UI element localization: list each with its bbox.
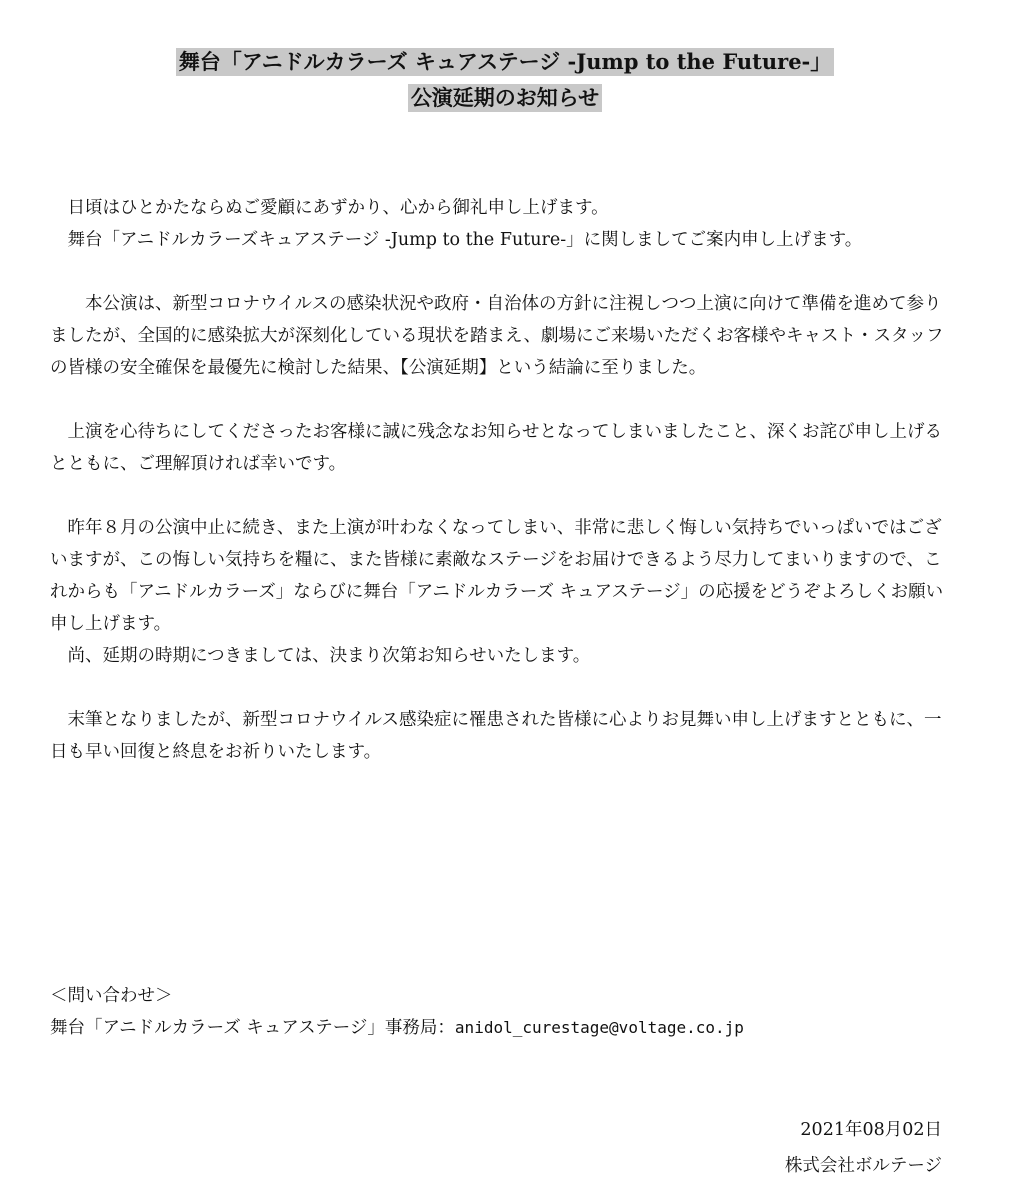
contact-line bbox=[50, 1012, 950, 1044]
closing-paragraph: 末筆となりましたが、新型コロナウイルス感染症に罹患された皆様に心よりお見舞い申し上げますとともに、一日も早い回復と終息をお祈りいたします。 bbox=[50, 710, 942, 762]
signature-block bbox=[785, 1112, 942, 1184]
notice-title bbox=[0, 48, 1010, 120]
apology-paragraph: 上演を心待ちにしてくださったお客様に誠に残念なお知らせとなってしまいましたこと、深くお詫び申し上げるとともに、ご理解頂ければ幸いです。 bbox=[50, 422, 942, 474]
company-name: 株式会社ボルテージ bbox=[784, 1156, 942, 1176]
announcement-paragraph: 本公演は、新型コロナウイルスの感染状況や政府・自治体の方針に注視しつつ上演に向けて準備を進めて参りましたが、全国的に感染拡大が深刻化している現状を踏まえ、劇場にご来場いただくお客様やキャスト・スタッフの皆様の安全確保を最優先に検討した結果、【公演延期】という結論に至りました。 bbox=[50, 294, 944, 378]
postponement-note: 尚、延期の時期につきましては、決まり次第お知らせいたします。 bbox=[67, 646, 591, 666]
title-line-2: 公演延期のお知らせ bbox=[408, 84, 602, 112]
greeting-paragraph: 日頃はひとかたならぬご愛顧にあずかり、心から御礼申し上げます。 bbox=[67, 198, 609, 218]
title-line-1: 舞台「アニドルカラーズ キュアステージ -Jump to the Future-」 bbox=[176, 48, 835, 76]
contact-email: anidol_curestage@voltage.co.jp bbox=[454, 1018, 744, 1037]
feelings-paragraph: 昨年８月の公演中止に続き、また上演が叶わなくなってしまい、非常に悲しく悔しい気持ちでいっぱいではございますが、この悔しい気持ちを糧に、また皆様に素敵なステージをお届けできるよう尽力してまいりますので、これからも「アニドルカラーズ」ならびに舞台「アニドルカラーズ キュアステージ」の応援をどうぞよろしくお願い申し上げます。 bbox=[50, 518, 944, 634]
notice-date: 2021年08月02日 bbox=[800, 1120, 942, 1140]
contact-section bbox=[50, 980, 950, 1044]
notice-body bbox=[50, 192, 950, 768]
contact-office-label: 舞台「アニドルカラーズ キュアステージ」事務局： bbox=[50, 1018, 455, 1038]
contact-heading: ＜問い合わせ＞ bbox=[50, 986, 173, 1006]
intro-paragraph: 舞台「アニドルカラーズキュアステージ -Jump to the Future-」に関しましてご案内申し上げます。 bbox=[67, 230, 863, 250]
